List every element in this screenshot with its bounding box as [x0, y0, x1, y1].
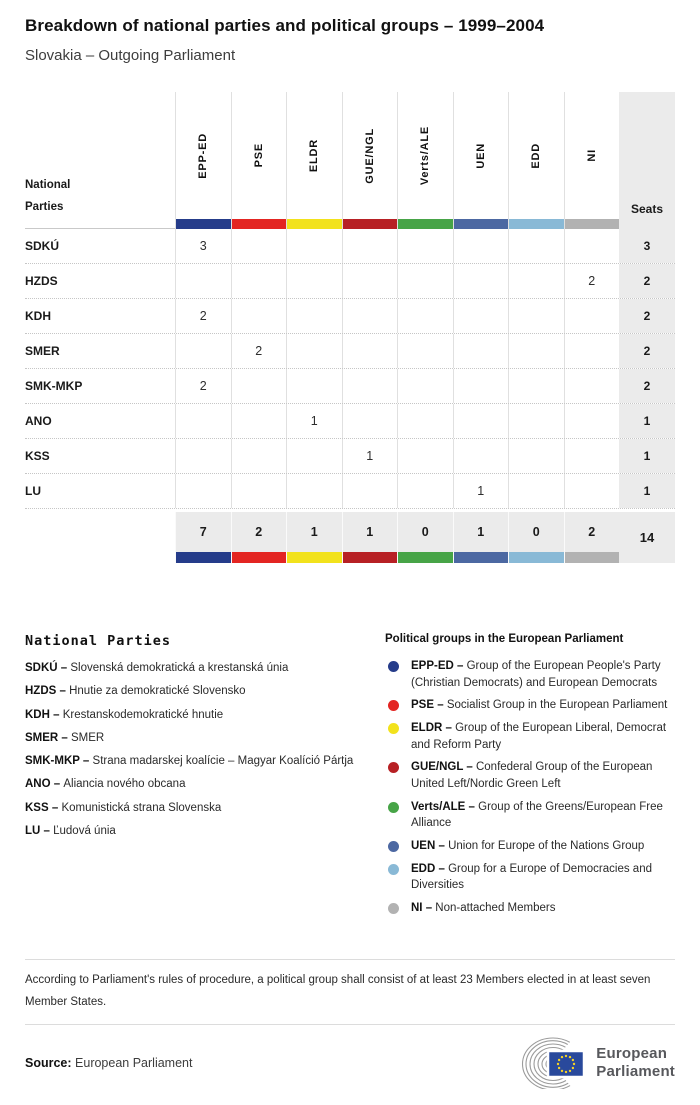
seat-cell: 1 [342, 439, 398, 473]
seat-cell [175, 474, 231, 508]
group-abbr: UEN – [411, 840, 449, 853]
group-total-value: 0 [532, 525, 540, 539]
seat-cell [508, 264, 564, 298]
group-abbr: NI – [411, 902, 436, 915]
seat-cell [342, 474, 398, 508]
seat-cell [286, 369, 342, 403]
seat-cell [231, 404, 287, 438]
party-name: KDH [25, 309, 51, 323]
party-legend-item: LU – Ľudová únia [25, 825, 116, 838]
group-label-wrap [232, 92, 287, 219]
seat-cell [231, 229, 287, 263]
seat-cell [175, 264, 231, 298]
group-abbr: ELDR – [411, 722, 456, 735]
group-label-wrap [454, 92, 509, 219]
political-groups-legend [385, 633, 675, 923]
group-legend-text: UEN – Union for Europe of the Nations Group [411, 840, 645, 853]
group-legend-item [385, 799, 675, 832]
row-seats-total: 1 [619, 474, 675, 508]
row-seats-total: 2 [619, 299, 675, 333]
party-name: KSS [25, 449, 50, 463]
seat-cell [564, 299, 620, 333]
seat-cell [286, 474, 342, 508]
seat-cell [397, 474, 453, 508]
group-label-wrap [343, 92, 398, 219]
row-header-cell [25, 92, 175, 229]
seat-cell [231, 474, 287, 508]
group-total-EPP-ED [175, 512, 231, 563]
seat-cell [508, 334, 564, 368]
seat-cell: 1 [453, 474, 509, 508]
seat-cell [286, 229, 342, 263]
national-parties-legend-items [25, 662, 385, 839]
table-row [25, 264, 675, 299]
party-legend-item: HZDS – Hnutie za demokratické Slovensko [25, 685, 246, 698]
party-legend-item: SMK-MKP – Strana madarskej koalície – Magyar Koalíció Pártja [25, 755, 354, 768]
seat-cell [175, 334, 231, 368]
seat-cell [453, 229, 509, 263]
group-total-value: 7 [199, 525, 207, 539]
seat-cell: 3 [175, 229, 231, 263]
group-legend-text: EDD – Group for a Europe of Democracies and Diversities [411, 862, 652, 892]
party-abbr: SMK-MKP – [25, 755, 93, 768]
group-total-value: 1 [366, 525, 374, 539]
group-color-bar [509, 219, 564, 229]
row-seats-total: 3 [619, 229, 675, 263]
party-legend-item: KDH – Krestanskodemokratické hnutie [25, 708, 224, 721]
group-total-EDD [508, 512, 564, 563]
seat-cell [286, 334, 342, 368]
european-parliament-logo [521, 1037, 675, 1089]
seat-cell [397, 369, 453, 403]
group-legend-item [385, 838, 675, 855]
footnote-section [25, 959, 675, 1025]
seat-cell [453, 264, 509, 298]
group-color-bar [398, 552, 453, 563]
group-color-bar [232, 219, 287, 229]
group-color-bar [287, 552, 342, 563]
group-color-bar [565, 552, 620, 563]
party-name: HZDS [25, 274, 58, 288]
seat-cell [564, 474, 620, 508]
group-legend-item [385, 658, 675, 691]
row-seats-total: 1 [619, 439, 675, 473]
group-label: PSE [252, 143, 265, 168]
seat-cell [453, 299, 509, 333]
group-abbr: PSE – [411, 699, 447, 712]
group-column-header-ELDR [286, 92, 342, 229]
row-seats-total: 2 [619, 334, 675, 368]
party-name: SDKÚ [25, 239, 60, 253]
party-abbr: HZDS – [25, 685, 70, 698]
total-seats-value: 14 [619, 512, 675, 563]
seat-cell [564, 439, 620, 473]
seat-cell [508, 299, 564, 333]
group-label-wrap [176, 92, 231, 219]
logo-wordmark-line2: Parliament [596, 1062, 675, 1080]
seats-column-header: Seats [619, 92, 675, 229]
group-label: EDD [530, 142, 543, 169]
group-label-wrap [509, 92, 564, 219]
group-legend-item [385, 759, 675, 792]
source-row [25, 1037, 675, 1089]
group-color-bar [232, 552, 287, 563]
row-header-label: National Parties [25, 179, 71, 214]
group-abbr: Verts/ALE – [411, 800, 479, 813]
group-column-header-UEN [453, 92, 509, 229]
group-legend-item [385, 900, 675, 917]
group-color-bar [565, 219, 620, 229]
group-legend-item [385, 697, 675, 714]
group-color-bar [454, 219, 509, 229]
logo-wordmark [596, 1045, 675, 1080]
table-row [25, 439, 675, 474]
political-groups-legend-items [385, 658, 675, 917]
seat-cell [564, 404, 620, 438]
table-row [25, 404, 675, 439]
seat-cell [397, 229, 453, 263]
party-abbr: KDH – [25, 708, 63, 721]
group-legend-text: GUE/NGL – Confederal Group of the European United Left/Nordic Green Left [411, 761, 653, 791]
party-abbr: ANO – [25, 778, 64, 791]
seat-cell [453, 439, 509, 473]
group-column-header-NI [564, 92, 620, 229]
group-color-dot [388, 700, 399, 711]
group-color-bar [343, 552, 398, 563]
seat-cell [286, 439, 342, 473]
table-header-row [25, 92, 675, 229]
seats-table [25, 92, 675, 563]
seat-cell [397, 299, 453, 333]
table-row [25, 229, 675, 264]
group-color-dot [388, 661, 399, 672]
table-row [25, 299, 675, 334]
group-color-dot [388, 864, 399, 875]
footnote-bottom-divider [25, 1024, 675, 1025]
group-total-value: 0 [421, 525, 429, 539]
group-total-PSE [231, 512, 287, 563]
hemicycle-eu-flag-icon [521, 1037, 587, 1089]
group-legend-text: NI – Non-attached Members [411, 902, 556, 915]
group-abbr: EPP-ED – [411, 660, 467, 672]
seat-cell [564, 369, 620, 403]
party-name: SMER [25, 344, 60, 358]
source-value: European Parliament [75, 1055, 193, 1070]
seat-cell [508, 369, 564, 403]
group-total-ELDR [286, 512, 342, 563]
group-column-header-PSE [231, 92, 287, 229]
group-label-wrap [287, 92, 342, 219]
seat-cell [175, 404, 231, 438]
seat-cell [564, 229, 620, 263]
table-row [25, 474, 675, 509]
group-legend-text: Verts/ALE – Group of the Greens/European Free Alliance [411, 800, 663, 830]
seat-cell [342, 369, 398, 403]
party-name: LU [25, 484, 41, 498]
seat-cell: 2 [175, 369, 231, 403]
seat-cell [231, 369, 287, 403]
group-legend-text: EPP-ED – Group of the European People's Party (Christian Democrats) and European Democrats [411, 660, 661, 689]
group-column-header-EDD [508, 92, 564, 229]
group-column-header-GUE/NGL [342, 92, 398, 229]
seat-cell [342, 299, 398, 333]
seat-cell [231, 439, 287, 473]
group-color-bar [287, 219, 342, 229]
seat-cell [397, 264, 453, 298]
totals-row-spacer [25, 512, 175, 563]
seat-cell [342, 229, 398, 263]
seat-cell [453, 369, 509, 403]
source-label: Source: [25, 1055, 72, 1070]
party-legend-item: KSS – Komunistická strana Slovenska [25, 801, 222, 814]
group-color-bar [454, 552, 509, 563]
party-legend-item: ANO – Aliancia nového obcana [25, 778, 186, 791]
seat-cell [508, 404, 564, 438]
row-seats-total: 2 [619, 264, 675, 298]
seat-cell [453, 334, 509, 368]
group-column-header-EPP-ED [175, 92, 231, 229]
page-title: Breakdown of national parties and political groups – 1999–2004 [25, 16, 545, 35]
table-row [25, 334, 675, 369]
group-total-value: 1 [310, 525, 318, 539]
group-color-bar [176, 219, 231, 229]
party-name: ANO [25, 414, 52, 428]
group-total-value: 2 [255, 525, 263, 539]
seat-cell [508, 229, 564, 263]
seat-cell: 2 [175, 299, 231, 333]
seat-cell: 1 [286, 404, 342, 438]
group-abbr: GUE/NGL – [411, 761, 476, 774]
footnote-text: According to Parliament's rules of procedure, a political group shall consist of at least 23 Members elected in at least seven Member States. [25, 973, 651, 1009]
seat-cell [286, 299, 342, 333]
group-color-bar [176, 552, 231, 563]
seat-cell [231, 264, 287, 298]
party-abbr: SDKÚ – [25, 662, 71, 674]
group-legend-item [385, 720, 675, 753]
group-color-bar [343, 219, 398, 229]
group-column-header-Verts/ALE [397, 92, 453, 229]
group-color-dot [388, 723, 399, 734]
seat-cell [342, 264, 398, 298]
logo-wordmark-line1: European [596, 1045, 668, 1063]
group-label: EPP-ED [197, 132, 210, 179]
source-line [25, 1056, 192, 1070]
row-seats-total: 1 [619, 404, 675, 438]
group-total-NI [564, 512, 620, 563]
totals-row [25, 512, 675, 563]
group-total-value: 2 [588, 525, 596, 539]
group-label: Verts/ALE [419, 125, 432, 186]
group-label: UEN [474, 142, 487, 169]
group-color-dot [388, 762, 399, 773]
seat-cell [175, 439, 231, 473]
national-parties-legend [25, 633, 385, 923]
party-abbr: LU – [25, 825, 54, 838]
seat-cell [397, 404, 453, 438]
group-label: GUE/NGL [363, 127, 376, 184]
group-color-dot [388, 841, 399, 852]
seat-cell [397, 439, 453, 473]
seat-cell [564, 334, 620, 368]
seat-cell [508, 474, 564, 508]
table-row [25, 369, 675, 404]
national-parties-legend-heading: National Parties [25, 633, 172, 649]
party-legend-item: SMER – SMER [25, 731, 105, 744]
page-subtitle: Slovakia – Outgoing Parliament [25, 47, 236, 64]
group-total-UEN [453, 512, 509, 563]
seat-cell [508, 439, 564, 473]
group-label: NI [585, 149, 598, 162]
group-total-Verts/ALE [397, 512, 453, 563]
seat-cell [397, 334, 453, 368]
group-legend-text: PSE – Socialist Group in the European Parliament [411, 699, 668, 712]
party-abbr: KSS – [25, 801, 62, 814]
political-groups-legend-heading: Political groups in the European Parliament [385, 633, 624, 645]
group-label-wrap [565, 92, 620, 219]
seat-cell [453, 404, 509, 438]
table-body [25, 229, 675, 509]
seat-cell: 2 [564, 264, 620, 298]
seat-cell: 2 [231, 334, 287, 368]
group-abbr: EDD – [411, 862, 449, 875]
group-color-bar [398, 219, 453, 229]
party-legend-item: SDKÚ – Slovenská demokratická a krestanská únia [25, 662, 289, 674]
seat-cell [342, 334, 398, 368]
seat-cell [231, 299, 287, 333]
seat-cell [286, 264, 342, 298]
row-seats-total: 2 [619, 369, 675, 403]
legend-section [25, 633, 675, 923]
party-name: SMK-MKP [25, 379, 83, 393]
group-color-dot [388, 802, 399, 813]
group-label: ELDR [308, 138, 321, 173]
group-label-wrap [398, 92, 453, 219]
group-color-bar [509, 552, 564, 563]
group-legend-text: ELDR – Group of the European Liberal, Democrat and Reform Party [411, 722, 667, 751]
group-color-dot [388, 903, 399, 914]
seat-cell [342, 404, 398, 438]
group-total-GUE/NGL [342, 512, 398, 563]
group-total-value: 1 [477, 525, 485, 539]
party-abbr: SMER – [25, 731, 72, 744]
group-legend-item [385, 861, 675, 894]
